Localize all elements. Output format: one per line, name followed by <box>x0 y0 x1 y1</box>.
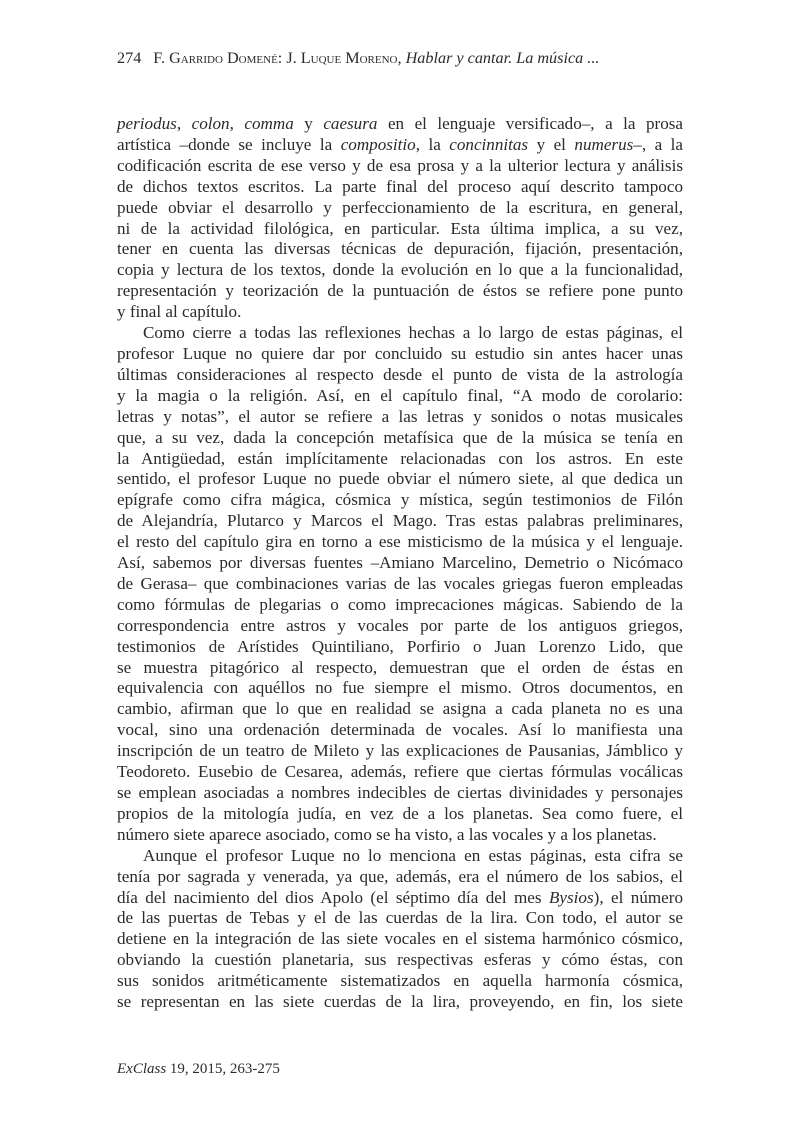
book-title: Hablar y cantar. La música ... <box>405 49 600 67</box>
text-run: detiene en la integración de las siete vocales en el sistema harmónico cósmico, <box>117 929 683 949</box>
text-run: y <box>293 114 324 133</box>
text-run: se emplean asociadas a nombres indecibles de ciertas divinidades y personajes <box>117 783 683 802</box>
text-run: número siete aparece asociado, como se ha visto, a las vocales y a los planetas. <box>117 824 657 844</box>
text-line <box>117 114 683 135</box>
text-run: Como cierre a todas las reflexiones hechas a lo largo de estas páginas, el <box>143 323 683 343</box>
italic-term: Bysios <box>548 887 594 907</box>
text-line <box>117 637 683 658</box>
text-run: sentido, el profesor Luque no puede obviar el número siete, al que dedica un <box>117 469 683 489</box>
text-run: obviando la cuestión planetaria, sus respectivas esferas y cómo éstas, con <box>117 950 683 970</box>
text-run: tener en cuenta las diversas técnicas de depuración, fijación, presentación, <box>117 239 683 259</box>
text-run: propios de la mitología judía, en vez de a los planetas. Sea como fuere, el <box>117 803 683 823</box>
paragraph <box>117 846 683 1013</box>
text-line <box>117 992 683 1013</box>
text-line <box>117 511 683 532</box>
text-run: el resto del capítulo gira en torno a ese misticismo de la música y el lenguaje. <box>117 532 683 552</box>
text-line <box>117 302 683 323</box>
text-run: artística –donde se incluye la <box>117 134 341 154</box>
text-run: sus sonidos aritméticamente sistematizados en aquella harmonía cósmica, <box>117 971 683 991</box>
text-run: cambio, afirman que lo que en realidad se asigna a cada planeta no es una <box>117 699 683 719</box>
header-separator: : <box>277 49 287 67</box>
text-run: la Antigüedad, están implícitamente relacionadas con los astros. En este <box>117 448 683 468</box>
text-line <box>117 156 683 177</box>
text-line <box>117 741 683 762</box>
text-run: Aunque el profesor Luque no lo menciona en estas páginas, esta cifra se <box>143 845 683 865</box>
text-line <box>117 428 683 449</box>
header-comma: , <box>397 49 406 67</box>
text-line <box>117 490 683 511</box>
text-line <box>117 344 683 365</box>
book-author: J. Luque Moreno <box>286 49 398 67</box>
text-run: puede obviar el desarrollo y perfeccionamiento de la escritura, en general, <box>117 197 683 217</box>
text-line <box>117 574 683 595</box>
text-line <box>117 135 683 156</box>
text-run: y la magia o la religión. Así, en el capítulo final, “A modo de corolario: <box>117 385 683 405</box>
text-line <box>117 658 683 679</box>
text-run: inscripción de un teatro de Mileto y las explicaciones de Pausanias, Jámblico y <box>117 741 683 761</box>
running-header <box>117 48 683 68</box>
text-line <box>117 678 683 699</box>
text-run: copia y lectura de los textos, donde la evolución en lo que a la funcionalidad, <box>117 260 683 280</box>
italic-term: compositio <box>340 134 416 154</box>
text-run: de Alejandría, Plutarco y Marcos el Mago. Tras estas palabras preliminares, <box>117 511 683 531</box>
text-line <box>117 532 683 553</box>
text-run: equivalencia con aquéllos no fue siempre el mismo. Otros documentos, en <box>117 678 683 698</box>
text-run: día del nacimiento del dios Apolo (el séptimo día del mes <box>117 887 549 907</box>
text-line <box>117 762 683 783</box>
text-line <box>117 239 683 260</box>
journal-name: ExClass <box>117 1061 167 1077</box>
text-run: profesor Luque no quiere dar por concluido su estudio sin antes hacer unas <box>117 343 683 363</box>
text-run: tenía por sagrada y venerada, ya que, además, era el número de los sabios, el <box>117 866 683 886</box>
text-run: , la <box>415 134 450 154</box>
italic-term: concinnitas <box>449 134 529 154</box>
running-footer <box>117 1059 280 1079</box>
text-run: como fórmulas de plegarias o como imprecaciones mágicas. Sabiendo de la <box>117 594 683 614</box>
text-line <box>117 365 683 386</box>
italic-term: caesura <box>323 114 378 133</box>
text-run: en el lenguaje versificado–, a la prosa <box>377 114 684 133</box>
text-run: y el <box>528 134 575 154</box>
paragraph <box>117 114 683 323</box>
text-run: representación y teorización de la puntuación de éstos se refiere pone punto <box>117 281 683 301</box>
text-line <box>117 720 683 741</box>
italic-term: numerus <box>574 134 634 154</box>
text-line <box>117 888 683 909</box>
text-line <box>117 699 683 720</box>
text-line <box>117 323 683 344</box>
text-line <box>117 783 683 804</box>
paragraph <box>117 323 683 846</box>
text-line <box>117 804 683 825</box>
text-line <box>117 908 683 929</box>
text-run: letras y notas”, el autor se refiere a las letras y sonidos o notas musicales <box>117 406 683 426</box>
text-line <box>117 971 683 992</box>
italic-term: periodus <box>117 114 177 133</box>
text-line <box>117 219 683 240</box>
text-run: correspondencia entre astros y vocales por parte de los antiguos griegos, <box>117 615 683 635</box>
text-run: vocal, sino una ordenación determinada de vocales. Así lo manifiesta una <box>117 720 683 740</box>
text-run: Así, sabemos por diversas fuentes –Amiano Marcelino, Demetrio o Nicómaco <box>117 553 683 573</box>
italic-term: colon <box>191 114 230 133</box>
text-run: , <box>176 114 192 133</box>
text-run: ), el número <box>593 887 683 907</box>
text-run: Teodoreto. Eusebio de Cesarea, además, refiere que ciertas fórmulas vocálicas <box>117 762 683 782</box>
text-run: de dichos textos escritos. La parte final del proceso aquí descrito tampoco <box>117 176 683 196</box>
text-run: y final al capítulo. <box>117 302 242 322</box>
text-line <box>117 469 683 490</box>
text-run: últimas consideraciones al respecto desde el punto de vista de la astrología <box>117 364 683 384</box>
text-line <box>117 449 683 470</box>
text-run: de las puertas de Tebas y el de las cuerdas de la lira. Con todo, el autor se <box>117 908 683 928</box>
text-line <box>117 177 683 198</box>
text-line <box>117 867 683 888</box>
text-run: epígrafe como cifra mágica, cósmica y mística, según testimonios de Filón <box>117 490 683 510</box>
text-run: se representan en las siete cuerdas de la lira, proveyendo, en fin, los siete <box>117 992 683 1012</box>
text-line <box>117 950 683 971</box>
text-run: se muestra pitagórico al respecto, demuestran que el orden de éstas en <box>117 657 683 677</box>
text-run: , <box>229 114 245 133</box>
text-run: –, a la <box>633 134 683 154</box>
journal-citation: 19, 2015, 263-275 <box>166 1061 280 1077</box>
text-run: codificación escrita de ese verso y de esa prosa y a la ulterior lectura y análisis <box>117 155 683 175</box>
text-line <box>117 846 683 867</box>
reviewer-name: F. Garrido Domené <box>153 49 278 67</box>
page-number: 274 <box>117 49 142 67</box>
italic-term: comma <box>244 114 294 133</box>
text-line <box>117 825 683 846</box>
text-line <box>117 616 683 637</box>
text-line <box>117 929 683 950</box>
text-run: ni de la actividad filológica, en particular. Esta última implica, a su vez, <box>117 218 683 238</box>
text-line <box>117 260 683 281</box>
text-line <box>117 553 683 574</box>
text-line <box>117 386 683 407</box>
text-line <box>117 407 683 428</box>
body-text <box>117 114 683 1013</box>
text-run: testimonios de Arístides Quintiliano, Porfirio o Juan Lorenzo Lido, que <box>117 636 683 656</box>
text-line <box>117 281 683 302</box>
text-line <box>117 595 683 616</box>
text-line <box>117 198 683 219</box>
text-run: que, a su vez, dada la concepción metafísica que de la música se tenía en <box>117 427 683 447</box>
text-run: de Gerasa– que combinaciones varias de las vocales griegas fueron empleadas <box>117 573 683 593</box>
